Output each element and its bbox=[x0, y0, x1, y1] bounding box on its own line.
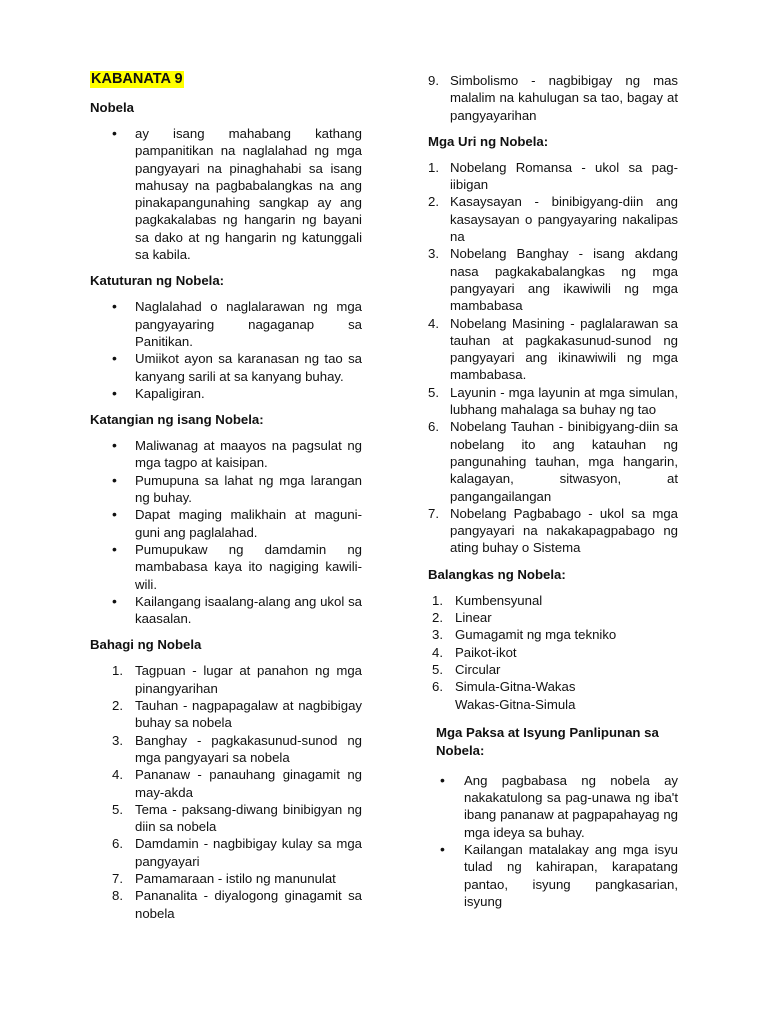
list-item: • Kapaligiran. bbox=[90, 385, 362, 402]
list-item: 8. Pananalita - diyalogong ginagamit sa nobela bbox=[112, 888, 362, 921]
list-item: 7. Pamamaraan - istilo ng manunulat bbox=[112, 870, 336, 886]
bahagi-continued-list bbox=[428, 72, 678, 124]
list-item: 6. Simula-Gitna-Wakas Wakas-Gitna-Simula bbox=[432, 679, 576, 712]
list-item: • Naglalahad o naglalarawan ng mga pangyayaring nagaganap sa Panitikan. bbox=[90, 298, 362, 350]
list-item: 5. Circular bbox=[432, 661, 501, 677]
paksa-list bbox=[428, 772, 678, 910]
list-item: 5. Tema - paksang-diwang binibigyan ng diin sa nobela bbox=[112, 801, 362, 835]
list-item: 1. Tagpuan - lugar at panahon ng mga pinangyarihan bbox=[112, 663, 362, 696]
list-item: 6. Nobelang Tauhan - binibigyang-diin sa nobelang ito ang katauhan ng pangunahing tauhan, mga hangarin, kalagayan, sitwasyon, at pangangailangan bbox=[428, 419, 678, 504]
uri-list bbox=[428, 159, 678, 557]
list-item: 4. Nobelang Masining - paglalarawan sa tauhan at pagkakasunud-sunod ng pangyayari ang ikinawiwili ng mga mambabasa. bbox=[428, 315, 678, 383]
list-item: 4. Pananaw - panauhang ginagamit ng may-akda bbox=[112, 767, 362, 800]
list-item: 5. Layunin - mga layunin at mga simulan, lubhang mahalaga sa buhay ng tao bbox=[428, 384, 678, 418]
list-item: 3. Gumagamit ng mga tekniko bbox=[432, 627, 617, 643]
left-column bbox=[90, 70, 362, 922]
balangkas-list bbox=[428, 592, 678, 713]
katangian-heading: Katangian ng isang Nobela: bbox=[90, 412, 264, 428]
list-item: 2. Tauhan - nagpapagalaw at nagbibigay buhay sa nobela bbox=[112, 698, 362, 731]
list-item: 3. Banghay - pagkakasunud-sunod ng mga pangyayari sa nobela bbox=[112, 732, 362, 765]
uri-heading: Mga Uri ng Nobela: bbox=[428, 133, 549, 149]
bahagi-list bbox=[90, 662, 362, 921]
list-item: 7. Nobelang Pagbabago - ukol sa mga pangyayari na nakakapagpabago ng ating buhay o Sistema bbox=[428, 505, 678, 556]
right-column bbox=[428, 72, 678, 910]
list-item: 1. Kumbensyunal bbox=[432, 592, 543, 608]
list-item: • ay isang mahabang kathang pampanitikan na naglalahad ng mga pangyayari na pinaghahabi sa isang mahusay na pagbabalangkas na ang pinakapangunahing sangkap ay ang pagkakalabas ng hangarin ng bayani sa dako at ng hangarin ng katunggali sa kabila. bbox=[90, 125, 362, 263]
list-item: • Pumupukaw ng damdamin ng mambabasa kaya ito nagiging kawili-wili. bbox=[90, 541, 362, 593]
katuturan-heading: Katuturan ng Nobela: bbox=[90, 273, 225, 289]
list-item: • Maliwanag at maayos na pagsulat ng mga tagpo at kaisipan. bbox=[90, 437, 362, 472]
list-item: 6. Damdamin - nagbibigay kulay sa mga pangyayari bbox=[112, 836, 362, 869]
list-item: 2. Kasaysayan - binibigyang-diin ang kasaysayan o pangyayaring nakalipas na bbox=[428, 194, 678, 245]
list-item: • Kailangang isaalang-alang ang ukol sa kaasalan. bbox=[90, 593, 362, 628]
bahagi-heading: Bahagi ng Nobela bbox=[90, 637, 202, 653]
nobela-list bbox=[90, 125, 362, 263]
katangian-list bbox=[90, 437, 362, 627]
list-item: • Dapat maging malikhain at maguni-guni ang paglalahad. bbox=[90, 506, 362, 541]
list-item: • Pumupuna sa lahat ng mga larangan ng buhay. bbox=[90, 472, 362, 507]
list-item: 2. Linear bbox=[432, 610, 492, 626]
list-item: 9. Simbolismo - nagbibigay ng mas malalim na kahulugan sa tao, bagay at pangyayarihan bbox=[428, 73, 678, 123]
chapter-highlight: KABANATA 9 bbox=[91, 71, 183, 87]
list-item: • Kailangan matalakay ang mga isyu tulad ng kahirapan, karapatang pantao, isyung pangkasarian, isyung bbox=[428, 841, 678, 910]
list-item: 3. Nobelang Banghay - isang akdang nasa pagkakabalangkas ng mga pangyayari ang ikawiwili ng mga mambabasa bbox=[428, 246, 678, 314]
list-item: 1. Nobelang Romansa - ukol sa pag-iibigan bbox=[428, 159, 678, 193]
list-item: 4. Paikot-ikot bbox=[432, 644, 517, 660]
chapter-title bbox=[90, 70, 362, 88]
katuturan-list bbox=[90, 298, 362, 402]
nobela-heading: Nobela bbox=[90, 100, 134, 115]
paksa-heading: Mga Paksa at Isyung Panlipunan sa Nobela: bbox=[436, 724, 659, 758]
balangkas-heading: Balangkas ng Nobela: bbox=[428, 566, 566, 582]
list-item: • Umiikot ayon sa karanasan ng tao sa kanyang sarili at sa kanyang buhay. bbox=[90, 350, 362, 385]
list-item: • Ang pagbabasa ng nobela ay nakakatulong sa pag-unawa ng iba't ibang pananaw at pagpapahayag ng mga ideya sa buhay. bbox=[428, 772, 678, 841]
